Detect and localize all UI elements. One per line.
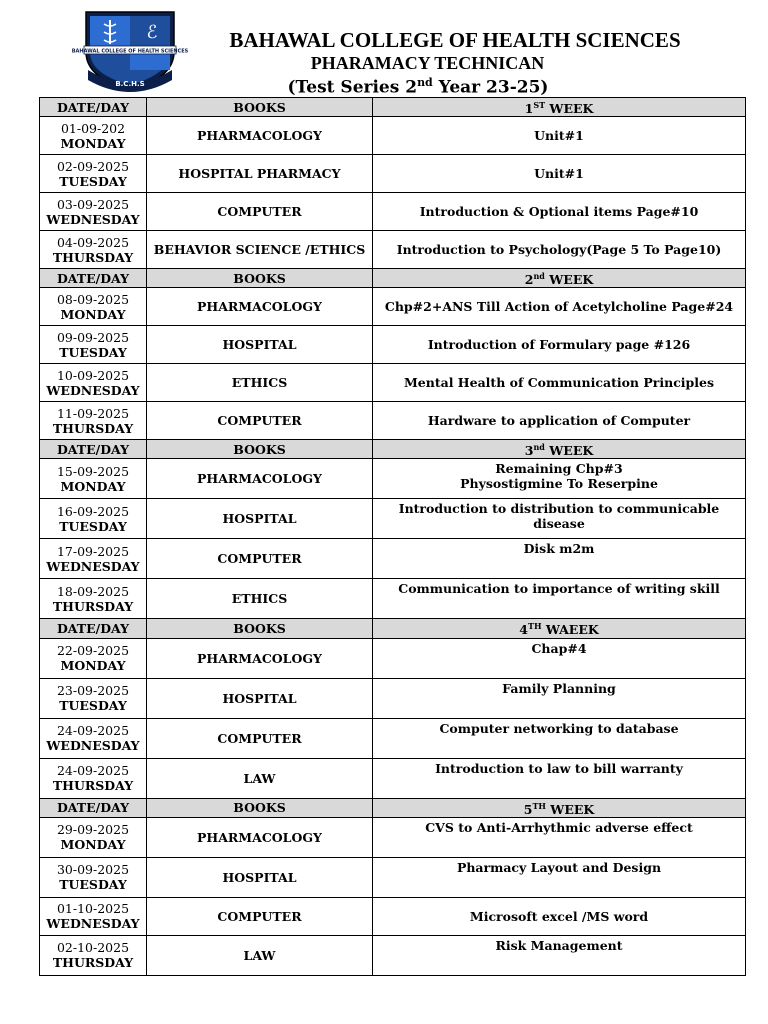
- topic-cell: [373, 193, 746, 231]
- table-row: [40, 193, 746, 231]
- date-text: 08-09-2025: [56, 291, 130, 307]
- topic-text: Unit#1: [534, 128, 584, 144]
- table-row: [40, 117, 746, 155]
- book-cell: HOSPITAL: [147, 499, 373, 539]
- date-text: 16-09-2025: [56, 503, 130, 519]
- schedule-table: [39, 97, 746, 976]
- week-header-row: [40, 619, 746, 638]
- topic-text: Chp#2+ANS Till Action of Acetylcholine Page#24: [384, 299, 734, 315]
- table-row: [40, 499, 746, 539]
- day-text: THURSDAY: [52, 778, 134, 794]
- date-day-cell: [40, 117, 147, 155]
- day-text: WEDNESDAY: [46, 382, 140, 398]
- table-row: [40, 579, 746, 619]
- date-day-cell: [40, 857, 147, 897]
- day-text: MONDAY: [60, 306, 126, 322]
- week-label: 4TH WAEEK: [373, 619, 746, 638]
- day-text: THURSDAY: [52, 598, 134, 614]
- topic-cell: [373, 459, 746, 499]
- date-text: 24-09-2025: [56, 763, 130, 779]
- book-cell: PHARMACOLOGY: [147, 117, 373, 155]
- topic-text: Introduction to distribution to communicable disease: [398, 501, 720, 532]
- topic-cell: [373, 935, 746, 975]
- table-row: [40, 897, 746, 935]
- date-day-cell: [40, 638, 147, 678]
- date-day-cell: [40, 935, 147, 975]
- week-header-row: [40, 269, 746, 288]
- topic-cell: [373, 817, 746, 857]
- topic-text: Mental Health of Communication Principles: [403, 375, 715, 391]
- topic-text: Computer networking to database: [439, 720, 679, 736]
- books-header: BOOKS: [147, 798, 373, 817]
- topic-cell: [373, 718, 746, 758]
- table-row: [40, 402, 746, 440]
- book-cell: BEHAVIOR SCIENCE /ETHICS: [147, 231, 373, 269]
- book-cell: LAW: [147, 758, 373, 798]
- topic-text: Disk m2m: [523, 541, 595, 557]
- day-text: THURSDAY: [52, 420, 134, 436]
- date-day-cell: [40, 288, 147, 326]
- topic-text: Remaining Chp#3: [495, 461, 623, 477]
- date-day-cell: [40, 718, 147, 758]
- table-row: [40, 364, 746, 402]
- date-day-cell: [40, 402, 147, 440]
- date-day-cell: [40, 459, 147, 499]
- topic-text: Pharmacy Layout and Design: [456, 859, 662, 875]
- topic-text: Risk Management: [495, 937, 623, 953]
- books-header: BOOKS: [147, 98, 373, 117]
- topic-text: Family Planning: [502, 680, 616, 696]
- date-text: 10-09-2025: [56, 367, 130, 383]
- topic-cell: [373, 288, 746, 326]
- topic-text: Unit#1: [534, 166, 584, 182]
- date-text: 23-09-2025: [56, 683, 130, 699]
- topic-cell: [373, 678, 746, 718]
- svg-text:BAHAWAL COLLEGE OF HEALTH SCIE: BAHAWAL COLLEGE OF HEALTH SCIENCES: [71, 48, 189, 55]
- table-row: [40, 678, 746, 718]
- day-text: MONDAY: [60, 478, 126, 494]
- date-day-cell: [40, 231, 147, 269]
- week-header-row: [40, 98, 746, 117]
- college-crest-logo: [71, 8, 189, 94]
- date-day-cell: [40, 326, 147, 364]
- topic-cell: [373, 326, 746, 364]
- day-text: TUESDAY: [59, 173, 127, 189]
- week-label: 3nd WEEK: [373, 440, 746, 459]
- date-day-header: DATE/DAY: [40, 98, 147, 117]
- date-text: 04-09-2025: [56, 234, 130, 250]
- topic-cell: [373, 897, 746, 935]
- book-cell: HOSPITAL: [147, 678, 373, 718]
- week-label: 5TH WEEK: [373, 798, 746, 817]
- book-cell: PHARMACOLOGY: [147, 817, 373, 857]
- date-day-cell: [40, 579, 147, 619]
- table-row: [40, 288, 746, 326]
- date-text: 15-09-2025: [56, 463, 130, 479]
- day-text: MONDAY: [60, 135, 126, 151]
- topic-cell: [373, 155, 746, 193]
- topic-text: Hardware to application of Computer: [427, 413, 691, 429]
- svg-text:ℰ: ℰ: [146, 22, 158, 43]
- topic-cell: [373, 579, 746, 619]
- topic-cell: [373, 539, 746, 579]
- topic-text: Introduction of Formulary page #126: [427, 337, 691, 353]
- table-row: [40, 326, 746, 364]
- topic-text: Introduction to law to bill warranty: [435, 760, 683, 776]
- topic-cell: [373, 638, 746, 678]
- topic-cell: [373, 499, 746, 539]
- book-cell: COMPUTER: [147, 897, 373, 935]
- table-row: [40, 155, 746, 193]
- book-cell: COMPUTER: [147, 193, 373, 231]
- date-text: 24-09-2025: [56, 723, 130, 739]
- book-cell: HOSPITAL PHARMACY: [147, 155, 373, 193]
- day-text: THURSDAY: [52, 955, 134, 971]
- day-text: WEDNESDAY: [46, 211, 140, 227]
- topic-text: Introduction & Optional items Page#10: [419, 204, 699, 220]
- day-text: TUESDAY: [59, 877, 127, 893]
- book-cell: PHARMACOLOGY: [147, 288, 373, 326]
- day-text: WEDNESDAY: [46, 916, 140, 932]
- book-cell: COMPUTER: [147, 402, 373, 440]
- topic-cell: [373, 758, 746, 798]
- book-cell: COMPUTER: [147, 718, 373, 758]
- day-text: MONDAY: [60, 658, 126, 674]
- date-text: 29-09-2025: [56, 822, 130, 838]
- date-text: 18-09-2025: [56, 583, 130, 599]
- topic-text: Communication to importance of writing skill: [398, 581, 720, 597]
- day-text: THURSDAY: [52, 249, 134, 265]
- book-cell: ETHICS: [147, 579, 373, 619]
- date-day-header: DATE/DAY: [40, 269, 147, 288]
- books-header: BOOKS: [147, 619, 373, 638]
- date-text: 01-09-202: [60, 120, 126, 136]
- table-row: [40, 817, 746, 857]
- book-cell: LAW: [147, 935, 373, 975]
- date-text: 30-09-2025: [56, 862, 130, 878]
- day-text: WEDNESDAY: [46, 558, 140, 574]
- date-day-cell: [40, 193, 147, 231]
- date-text: 02-09-2025: [56, 158, 130, 174]
- date-day-cell: [40, 539, 147, 579]
- date-text: 09-09-2025: [56, 329, 130, 345]
- date-text: 22-09-2025: [56, 643, 130, 659]
- date-text: 02-10-2025: [56, 940, 130, 956]
- week-header-row: [40, 798, 746, 817]
- book-cell: ETHICS: [147, 364, 373, 402]
- svg-text:B.C.H.S: B.C.H.S: [115, 80, 145, 88]
- date-day-cell: [40, 758, 147, 798]
- day-text: MONDAY: [60, 837, 126, 853]
- books-header: BOOKS: [147, 269, 373, 288]
- date-text: 17-09-2025: [56, 543, 130, 559]
- series-title: (Test Series 2nd Year 23-25): [287, 76, 549, 98]
- table-row: [40, 638, 746, 678]
- date-day-cell: [40, 499, 147, 539]
- date-text: 11-09-2025: [56, 405, 130, 421]
- date-text: 01-10-2025: [56, 901, 130, 917]
- date-text: 03-09-2025: [56, 196, 130, 212]
- book-cell: PHARMACOLOGY: [147, 638, 373, 678]
- topic-cell: [373, 402, 746, 440]
- table-row: [40, 758, 746, 798]
- day-text: TUESDAY: [59, 518, 127, 534]
- table-row: [40, 718, 746, 758]
- topic-text: Microsoft excel /MS word: [469, 908, 649, 924]
- book-cell: COMPUTER: [147, 539, 373, 579]
- books-header: BOOKS: [147, 440, 373, 459]
- table-row: [40, 857, 746, 897]
- week-header-row: [40, 440, 746, 459]
- table-row: [40, 459, 746, 499]
- date-day-cell: [40, 364, 147, 402]
- date-day-cell: [40, 155, 147, 193]
- topic-cell: [373, 857, 746, 897]
- table-row: [40, 935, 746, 975]
- table-row: [40, 539, 746, 579]
- topic-cell: [373, 364, 746, 402]
- day-text: TUESDAY: [59, 344, 127, 360]
- book-cell: HOSPITAL: [147, 857, 373, 897]
- date-day-header: DATE/DAY: [40, 440, 147, 459]
- date-day-header: DATE/DAY: [40, 619, 147, 638]
- day-text: TUESDAY: [59, 698, 127, 714]
- program-name: PHARAMACY TECHNICAN: [310, 53, 545, 73]
- book-cell: PHARMACOLOGY: [147, 459, 373, 499]
- topic-text: Introduction to Psychology(Page 5 To Page10): [396, 242, 722, 258]
- week-label: 2nd WEEK: [373, 269, 746, 288]
- college-name: BAHAWAL COLLEGE OF HEALTH SCIENCES: [229, 28, 681, 52]
- topic-text: CVS to Anti-Arrhythmic adverse effect: [425, 819, 693, 835]
- date-day-header: DATE/DAY: [40, 798, 147, 817]
- date-day-cell: [40, 897, 147, 935]
- day-text: WEDNESDAY: [46, 738, 140, 754]
- topic-text-line2: Physostigmine To Reserpine: [460, 476, 658, 492]
- book-cell: HOSPITAL: [147, 326, 373, 364]
- date-day-cell: [40, 817, 147, 857]
- topic-cell: [373, 117, 746, 155]
- topic-text: Chap#4: [531, 640, 587, 656]
- date-day-cell: [40, 678, 147, 718]
- table-row: [40, 231, 746, 269]
- week-label: 1ST WEEK: [373, 98, 746, 117]
- topic-cell: [373, 231, 746, 269]
